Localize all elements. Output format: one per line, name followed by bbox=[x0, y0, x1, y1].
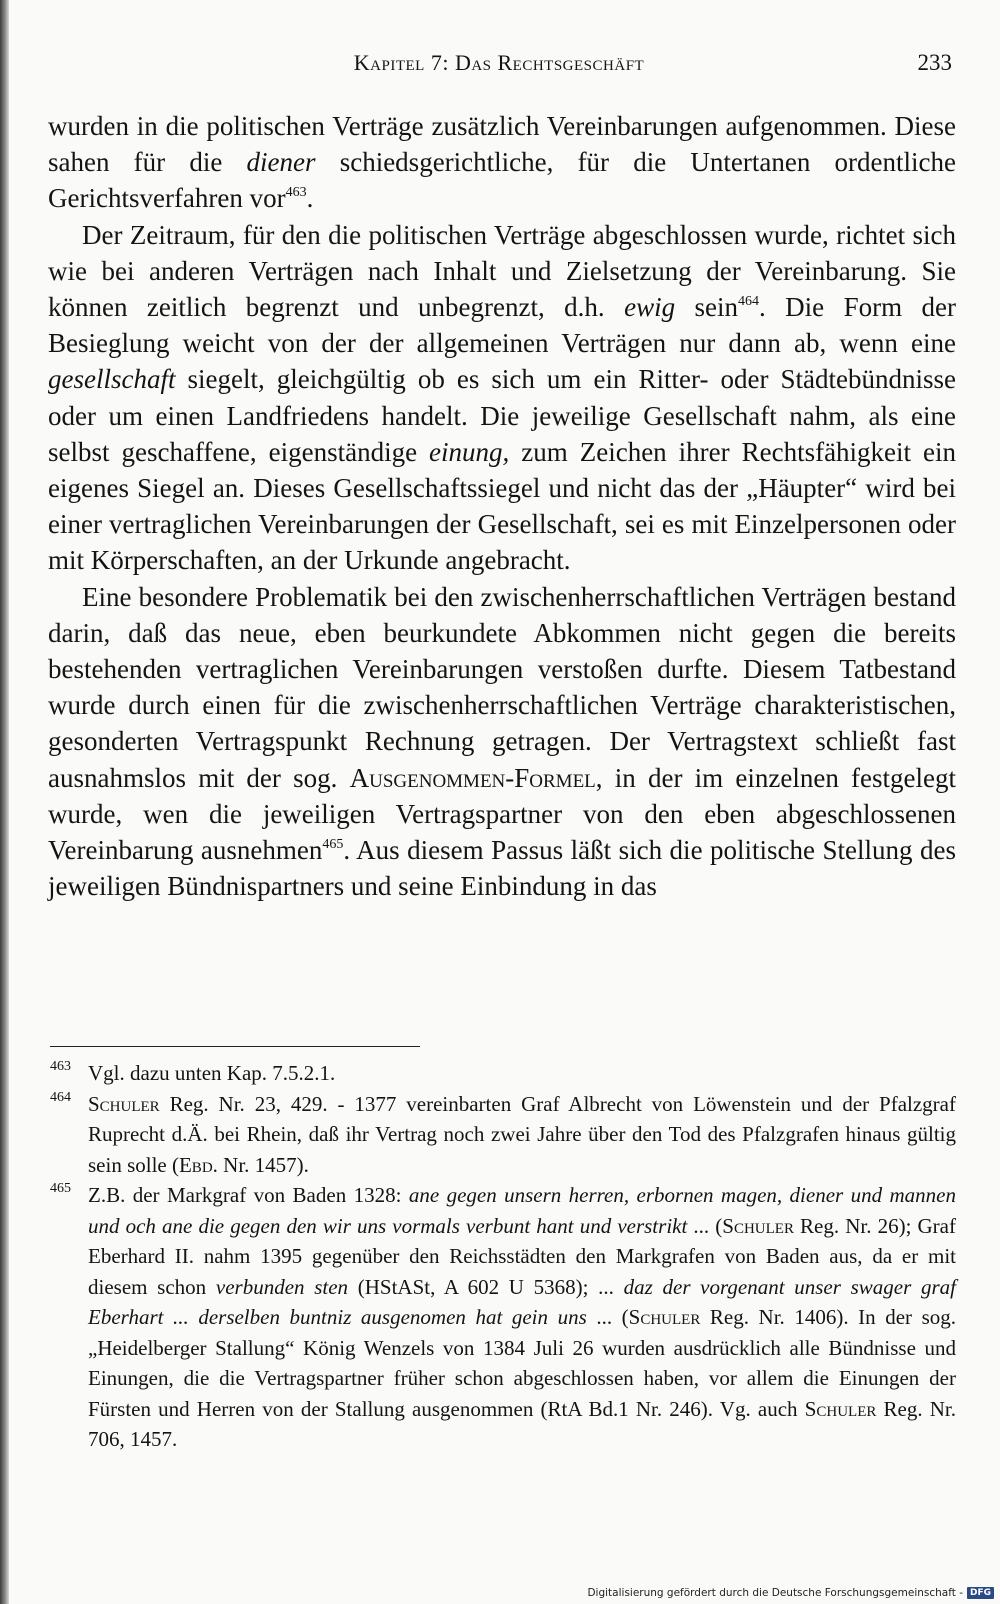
text-segment: ... ( bbox=[687, 1213, 723, 1238]
text-segment: Reg. Nr. 706, 1457. bbox=[88, 1396, 957, 1451]
text-segment: Reg. Nr. 26); Graf Eberhard II. nahm 1395 gegenüber den Reichsstädten den Markgrafen von Baden aus, da er mit diesem schon bbox=[88, 1213, 956, 1299]
dfg-logo-icon: DFG bbox=[967, 1587, 994, 1599]
page-number: 233 bbox=[917, 50, 952, 75]
paragraph bbox=[48, 217, 956, 579]
paragraph bbox=[48, 579, 956, 905]
footnote-number: 465 bbox=[50, 1181, 71, 1196]
footnote-text bbox=[88, 1061, 335, 1085]
text-segment: Vgl. dazu unten Kap. 7.5.2.1. bbox=[88, 1061, 336, 1085]
text-segment: wurden in die politischen Verträge zusätzlich Vereinbarungen aufgenommen. Diese sahen für die bbox=[48, 111, 956, 178]
text-segment: sein bbox=[675, 292, 739, 323]
body-text bbox=[48, 108, 956, 904]
text-segment: schiedsgerichtliche, für die Untertanen ordentliche Gerichtsverfahren vor bbox=[48, 147, 956, 214]
footnote-number: 464 bbox=[50, 1089, 71, 1105]
running-title: Kapitel 7: Das Rechtsgeschäft bbox=[353, 50, 645, 75]
page-header bbox=[46, 50, 952, 84]
footnote-reference: 465 bbox=[322, 837, 344, 853]
italic-text: daz der vorgenant unser swager graf Eberhart ... derselben buntniz ausgenomen hat gein uns bbox=[88, 1274, 956, 1329]
text-segment: . bbox=[306, 183, 314, 214]
footer-credit: Digitalisierung gefördert durch die Deutsche Forschungsgemeinschaft - bbox=[587, 1587, 963, 1599]
paragraph bbox=[48, 108, 956, 217]
text-segment: , in der im einzelnen festgelegt wurde, wen die jeweiligen Vertragspartner von den eben abgeschlossenen Vereinbarung ausnehmen bbox=[48, 762, 957, 866]
text-segment: Reg. Nr. 23, 429. - 1377 vereinbarten Graf Albrecht von Löwenstein und der Pfalzgraf Ruprecht d.Ä. bei Rhein, daß ihr Vertrag noch zwei Jahre über den Tod des Pfalzgrafen hinaus gültig sein solle ( bbox=[88, 1091, 956, 1177]
italic-text: einung, bbox=[429, 436, 510, 467]
text-segment: . Aus diesem Passus läßt sich die politische Stellung des jeweiligen Bündnispartners und seine Einbindung in das bbox=[48, 835, 956, 902]
footnote-text bbox=[88, 1092, 956, 1177]
text-segment: Z.B. der Markgraf von Baden 1328: bbox=[88, 1183, 409, 1207]
italic-text: gesellschaft bbox=[48, 364, 176, 395]
text-segment: Nr. 1457). bbox=[217, 1152, 309, 1177]
footnote-separator bbox=[50, 1046, 420, 1047]
footnotes bbox=[50, 1058, 956, 1455]
small-caps-text: Schuler bbox=[722, 1213, 794, 1238]
footnote-text bbox=[88, 1183, 956, 1451]
small-caps-text: Ebd. bbox=[178, 1152, 218, 1177]
text-segment: Reg. Nr. 1406). In der sog. „Heidelberger Stallung“ König Wenzels von 1384 Juli 26 wurden ausdrücklich alle Bündnisse und Einungen, die die Vertragspartner früher schon abgeschlossen haben, vor allem die Einungen der Fürsten und Herren von der Stallung ausgenommen (RtA Bd.1 Nr. 246). Vg. auch bbox=[88, 1305, 956, 1421]
small-caps-text: Ausgenommen-Formel bbox=[349, 762, 596, 793]
digitization-footer bbox=[587, 1584, 994, 1602]
text-segment: Der Zeitraum, für den die politischen Verträge abgeschlossen wurde, richtet sich wie bei anderen Verträgen nach Inhalt und Zielsetzung der Vereinbarung. Sie können zeitlich begrenzt und unbegrenzt, d.h. bbox=[48, 219, 956, 323]
small-caps-text: Schuler bbox=[628, 1305, 701, 1329]
footnote bbox=[50, 1180, 956, 1455]
italic-text: diener bbox=[246, 147, 316, 178]
italic-text: ane gegen unsern herren, erbornen magen, diener und mannen und och ane die gegen den wir uns vormals verbunt hant und verstrikt bbox=[88, 1183, 956, 1238]
footnote-reference: 464 bbox=[738, 294, 760, 310]
text-segment: zum Zeichen ihrer Rechtsfähigkeit ein eigenes Siegel an. Dieses Gesellschaftssiegel und nicht das der „Häupter“ wird bei einer vertraglichen Vereinbarungen der Gesellschaft, sei es mit Einzelpersonen oder mit Körperschaften, an der Urkunde angebracht. bbox=[48, 436, 956, 576]
text-segment: . Die Form der Besieglung weicht von der der allgemeinen Verträgen nur dann ab, wenn eine bbox=[48, 292, 956, 359]
italic-text: ewig bbox=[624, 292, 676, 323]
small-caps-text: Schuler bbox=[88, 1091, 160, 1116]
italic-text: verbunden sten bbox=[215, 1274, 349, 1299]
text-segment: ... ( bbox=[586, 1305, 629, 1329]
book-spine-shadow bbox=[0, 0, 9, 1604]
text-segment: (HStASt, A 602 U 5368); ... bbox=[348, 1274, 624, 1299]
small-caps-text: Schuler bbox=[804, 1396, 877, 1421]
footnote bbox=[50, 1089, 956, 1181]
footnote bbox=[50, 1058, 956, 1089]
text-segment: siegelt, gleichgültig ob es sich um ein Ritter- oder Städtebündnisse oder um einen Landfriedens handelt. Die jeweilige Gesellschaft nahm, als eine selbst geschaffene, eigenständige bbox=[48, 364, 956, 467]
text-segment: Eine besondere Problematik bei den zwischenherrschaftlichen Verträgen bestand darin, daß das neue, eben beurkundete Abkommen nicht gegen die bereits bestehenden vertraglichen Vereinbarungen verstoßen durfte. Diesem Tatbestand wurde durch einen für die zwischenherrschaftlichen Verträge charakteristischen, gesonderten Vertragspunkt Rechnung getragen. Der Vertragstext schließt fast ausnahmslos mit der sog. bbox=[48, 581, 956, 793]
footnote-reference: 463 bbox=[285, 185, 307, 201]
footnote-number: 463 bbox=[50, 1059, 71, 1074]
